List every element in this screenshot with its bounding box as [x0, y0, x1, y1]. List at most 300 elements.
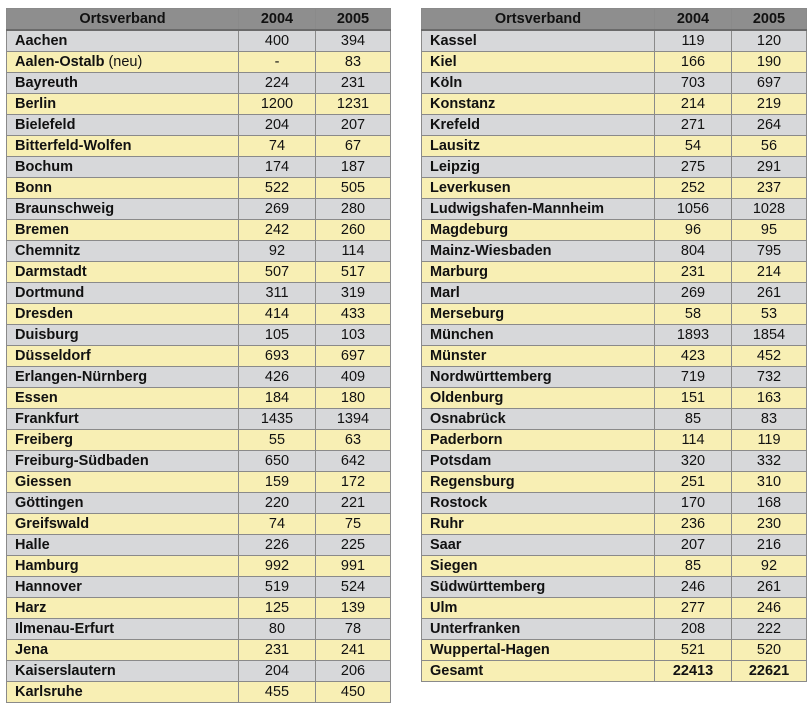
table-row	[422, 283, 807, 304]
value-2005: 1231	[316, 94, 391, 115]
value-2004: 151	[655, 388, 732, 409]
ortsverband-name: Bayreuth	[15, 75, 78, 91]
value-2004: 125	[239, 598, 316, 619]
ortsverband-cell	[422, 178, 655, 199]
header-ortsverband: Ortsverband	[7, 9, 239, 31]
table-row	[7, 682, 391, 703]
value-2004: 507	[239, 262, 316, 283]
table-row	[7, 52, 391, 73]
ortsverband-name: Halle	[15, 537, 50, 553]
ortsverband-cell	[422, 283, 655, 304]
table-row	[7, 241, 391, 262]
table-row	[7, 136, 391, 157]
ortsverband-cell	[7, 220, 239, 241]
value-2005: 319	[316, 283, 391, 304]
ortsverband-name: Marburg	[430, 264, 488, 280]
value-2004: 174	[239, 157, 316, 178]
value-2004: 693	[239, 346, 316, 367]
ortsverband-cell	[7, 178, 239, 199]
value-2004: 1893	[655, 325, 732, 346]
value-2004: 207	[655, 535, 732, 556]
table-row	[422, 73, 807, 94]
value-2005: 172	[316, 472, 391, 493]
value-2005: 237	[732, 178, 807, 199]
value-2005: 190	[732, 52, 807, 73]
table-row	[422, 157, 807, 178]
value-2004: -	[239, 52, 316, 73]
ortsverband-cell	[7, 30, 239, 52]
value-2005: 53	[732, 304, 807, 325]
ortsverband-name: Saar	[430, 537, 462, 553]
ortsverband-name: Leipzig	[430, 159, 480, 175]
value-2004: 85	[655, 409, 732, 430]
value-2004: 159	[239, 472, 316, 493]
ortsverband-cell	[422, 346, 655, 367]
ortsverband-name: Merseburg	[430, 306, 505, 322]
ortsverband-cell	[422, 451, 655, 472]
table-row	[7, 283, 391, 304]
value-2004: 242	[239, 220, 316, 241]
value-2005: 216	[732, 535, 807, 556]
table-row	[7, 619, 391, 640]
ortsverband-cell	[7, 451, 239, 472]
ortsverband-name: Köln	[430, 75, 463, 91]
table-row	[7, 94, 391, 115]
table-row	[7, 493, 391, 514]
ortsverband-name: Bremen	[15, 222, 69, 238]
ortsverband-name: Harz	[15, 600, 47, 616]
table-row	[7, 115, 391, 136]
value-2005: 517	[316, 262, 391, 283]
table-header-row	[422, 9, 807, 31]
value-2005: 1028	[732, 199, 807, 220]
ortsverband-cell	[7, 346, 239, 367]
table-row	[422, 325, 807, 346]
value-2005: 450	[316, 682, 391, 703]
total-2005: 22621	[732, 661, 807, 682]
total-2004: 22413	[655, 661, 732, 682]
value-2004: 246	[655, 577, 732, 598]
value-2004: 54	[655, 136, 732, 157]
header-2005: 2005	[732, 9, 807, 31]
value-2005: 261	[732, 283, 807, 304]
ortsverband-cell	[7, 283, 239, 304]
table-row	[422, 94, 807, 115]
table-row	[7, 388, 391, 409]
ortsverband-name: Frankfurt	[15, 411, 79, 427]
value-2005: 180	[316, 388, 391, 409]
value-2005: 225	[316, 535, 391, 556]
value-2005: 231	[316, 73, 391, 94]
table-row	[422, 367, 807, 388]
value-2004: 119	[655, 30, 732, 52]
ortsverband-name: Karlsruhe	[15, 684, 83, 700]
ortsverband-cell	[422, 598, 655, 619]
ortsverband-name: Bitterfeld-Wolfen	[15, 138, 132, 154]
table-row	[422, 619, 807, 640]
value-2004: 271	[655, 115, 732, 136]
value-2005: 642	[316, 451, 391, 472]
total-label: Gesamt	[422, 661, 655, 682]
ortsverband-cell	[422, 157, 655, 178]
value-2005: 83	[732, 409, 807, 430]
value-2005: 241	[316, 640, 391, 661]
table-row	[7, 430, 391, 451]
value-2004: 96	[655, 220, 732, 241]
value-2004: 804	[655, 241, 732, 262]
value-2004: 252	[655, 178, 732, 199]
table-row	[7, 262, 391, 283]
ortsverband-cell	[7, 682, 239, 703]
ortsverband-name: Unterfranken	[430, 621, 521, 637]
ortsverband-name: Konstanz	[430, 96, 496, 112]
ortsverband-name: Dresden	[15, 306, 74, 322]
ortsverband-name: Münster	[430, 348, 487, 364]
ortsverband-cell	[7, 535, 239, 556]
value-2004: 275	[655, 157, 732, 178]
ortsverband-name: Giessen	[15, 474, 72, 490]
value-2004: 204	[239, 115, 316, 136]
value-2004: 311	[239, 283, 316, 304]
value-2004: 650	[239, 451, 316, 472]
ortsverband-cell	[422, 136, 655, 157]
ortsverband-cell	[422, 535, 655, 556]
table-row	[7, 73, 391, 94]
value-2005: 207	[316, 115, 391, 136]
value-2005: 520	[732, 640, 807, 661]
ortsverband-name: Nordwürttemberg	[430, 369, 552, 385]
ortsverband-cell	[422, 262, 655, 283]
ortsverband-cell	[422, 199, 655, 220]
value-2005: 230	[732, 514, 807, 535]
ortsverband-cell	[422, 640, 655, 661]
value-2005: 280	[316, 199, 391, 220]
table-row	[422, 52, 807, 73]
value-2004: 992	[239, 556, 316, 577]
ortsverband-cell	[422, 220, 655, 241]
ortsverband-cell	[422, 115, 655, 136]
table-row	[7, 661, 391, 682]
ortsverband-cell	[7, 640, 239, 661]
ortsverband-cell	[422, 409, 655, 430]
value-2005: 222	[732, 619, 807, 640]
value-2005: 163	[732, 388, 807, 409]
table-row	[422, 535, 807, 556]
ortsverband-name: Göttingen	[15, 495, 84, 511]
ortsverband-cell	[7, 52, 239, 73]
ortsverband-name: Marl	[430, 285, 460, 301]
table-row	[422, 451, 807, 472]
ortsverband-name: Hamburg	[15, 558, 79, 574]
ortsverband-note: (neu)	[104, 54, 143, 70]
header-ortsverband: Ortsverband	[422, 9, 655, 31]
ortsverband-name: Bochum	[15, 159, 73, 175]
table-row	[7, 556, 391, 577]
ortsverband-cell	[7, 325, 239, 346]
ortsverband-name: Krefeld	[430, 117, 480, 133]
value-2005: 524	[316, 577, 391, 598]
value-2004: 85	[655, 556, 732, 577]
header-2005: 2005	[316, 9, 391, 31]
table-row	[7, 367, 391, 388]
value-2005: 732	[732, 367, 807, 388]
ortsverband-name: Rostock	[430, 495, 488, 511]
ortsverband-name: Ludwigshafen-Mannheim	[430, 201, 604, 217]
value-2005: 221	[316, 493, 391, 514]
value-2005: 246	[732, 598, 807, 619]
ortsverband-name: Kaiserslautern	[15, 663, 116, 679]
table-row	[422, 178, 807, 199]
ortsverband-cell	[7, 598, 239, 619]
table-row	[422, 409, 807, 430]
value-2004: 277	[655, 598, 732, 619]
ortsverband-name: Aalen-Ostalb	[15, 54, 105, 70]
value-2005: 119	[732, 430, 807, 451]
value-2005: 260	[316, 220, 391, 241]
value-2004: 1435	[239, 409, 316, 430]
table-row	[7, 220, 391, 241]
value-2004: 226	[239, 535, 316, 556]
value-2004: 400	[239, 30, 316, 52]
ortsverband-cell	[422, 556, 655, 577]
ortsverband-cell	[422, 367, 655, 388]
table-row	[422, 30, 807, 52]
value-2004: 231	[655, 262, 732, 283]
value-2005: 120	[732, 30, 807, 52]
ortsverband-name: Ruhr	[430, 516, 464, 532]
ortsverband-name: Bonn	[15, 180, 53, 196]
ortsverband-name: Potsdam	[430, 453, 492, 469]
table-row	[7, 577, 391, 598]
value-2004: 236	[655, 514, 732, 535]
ortsverband-cell	[422, 304, 655, 325]
ortsverband-name: Kassel	[430, 33, 477, 49]
ortsverband-name: Braunschweig	[15, 201, 115, 217]
value-2004: 426	[239, 367, 316, 388]
ortsverband-cell	[7, 73, 239, 94]
ortsverband-name: Hannover	[15, 579, 82, 595]
table-row	[7, 325, 391, 346]
header-2004: 2004	[239, 9, 316, 31]
ortsverband-name: München	[430, 327, 494, 343]
value-2005: 63	[316, 430, 391, 451]
value-2005: 261	[732, 577, 807, 598]
value-2005: 187	[316, 157, 391, 178]
ortsverband-cell	[422, 472, 655, 493]
ortsverband-cell	[7, 409, 239, 430]
value-2005: 291	[732, 157, 807, 178]
table-row	[7, 409, 391, 430]
ortsverband-cell	[422, 52, 655, 73]
value-2005: 409	[316, 367, 391, 388]
table-row	[422, 472, 807, 493]
table-row	[7, 199, 391, 220]
value-2004: 166	[655, 52, 732, 73]
members-table-left	[6, 8, 391, 703]
table-row	[422, 598, 807, 619]
ortsverband-name: Jena	[15, 642, 49, 658]
value-2005: 75	[316, 514, 391, 535]
ortsverband-cell	[7, 304, 239, 325]
ortsverband-name: Düsseldorf	[15, 348, 91, 364]
total-row	[422, 661, 807, 682]
ortsverband-cell	[7, 115, 239, 136]
ortsverband-name: Erlangen-Nürnberg	[15, 369, 148, 385]
table-row	[422, 241, 807, 262]
ortsverband-cell	[7, 556, 239, 577]
table-row	[422, 640, 807, 661]
value-2004: 423	[655, 346, 732, 367]
ortsverband-name: Freiburg-Südbaden	[15, 453, 149, 469]
table-header-row	[7, 9, 391, 31]
value-2004: 224	[239, 73, 316, 94]
value-2005: 332	[732, 451, 807, 472]
table-row	[7, 30, 391, 52]
ortsverband-cell	[422, 577, 655, 598]
ortsverband-name: Siegen	[430, 558, 478, 574]
value-2004: 231	[239, 640, 316, 661]
value-2004: 220	[239, 493, 316, 514]
value-2005: 452	[732, 346, 807, 367]
value-2005: 219	[732, 94, 807, 115]
table-row	[7, 304, 391, 325]
value-2004: 521	[655, 640, 732, 661]
ortsverband-name: Magdeburg	[430, 222, 509, 238]
value-2005: 78	[316, 619, 391, 640]
value-2004: 519	[239, 577, 316, 598]
value-2004: 114	[655, 430, 732, 451]
value-2005: 505	[316, 178, 391, 199]
table-row	[7, 157, 391, 178]
ortsverband-name: Regensburg	[430, 474, 515, 490]
value-2004: 170	[655, 493, 732, 514]
value-2005: 56	[732, 136, 807, 157]
ortsverband-cell	[422, 30, 655, 52]
value-2005: 1394	[316, 409, 391, 430]
table-row	[7, 472, 391, 493]
table-row	[7, 346, 391, 367]
ortsverband-cell	[7, 493, 239, 514]
ortsverband-name: Südwürttemberg	[430, 579, 546, 595]
members-table-right	[421, 8, 807, 682]
ortsverband-name: Essen	[15, 390, 58, 406]
ortsverband-cell	[7, 94, 239, 115]
value-2004: 269	[239, 199, 316, 220]
value-2005: 433	[316, 304, 391, 325]
value-2004: 719	[655, 367, 732, 388]
header-2004: 2004	[655, 9, 732, 31]
ortsverband-cell	[422, 94, 655, 115]
ortsverband-cell	[7, 472, 239, 493]
table-row	[422, 220, 807, 241]
ortsverband-name: Leverkusen	[430, 180, 511, 196]
value-2004: 455	[239, 682, 316, 703]
ortsverband-cell	[422, 241, 655, 262]
table-row	[422, 136, 807, 157]
ortsverband-name: Chemnitz	[15, 243, 81, 259]
table-row	[422, 430, 807, 451]
ortsverband-cell	[7, 388, 239, 409]
ortsverband-name: Dortmund	[15, 285, 85, 301]
value-2005: 95	[732, 220, 807, 241]
table-row	[7, 535, 391, 556]
ortsverband-name: Ilmenau-Erfurt	[15, 621, 115, 637]
table-row	[422, 577, 807, 598]
ortsverband-name: Aachen	[15, 33, 68, 49]
ortsverband-cell	[422, 619, 655, 640]
ortsverband-cell	[7, 136, 239, 157]
value-2005: 83	[316, 52, 391, 73]
table-row	[422, 556, 807, 577]
ortsverband-cell	[7, 157, 239, 178]
value-2005: 67	[316, 136, 391, 157]
ortsverband-cell	[7, 262, 239, 283]
value-2004: 522	[239, 178, 316, 199]
value-2004: 251	[655, 472, 732, 493]
value-2005: 214	[732, 262, 807, 283]
ortsverband-cell	[7, 199, 239, 220]
value-2004: 105	[239, 325, 316, 346]
ortsverband-cell	[422, 73, 655, 94]
ortsverband-name: Greifswald	[15, 516, 90, 532]
ortsverband-name: Wuppertal-Hagen	[430, 642, 550, 658]
ortsverband-cell	[7, 430, 239, 451]
value-2004: 214	[655, 94, 732, 115]
value-2004: 55	[239, 430, 316, 451]
ortsverband-name: Bielefeld	[15, 117, 76, 133]
ortsverband-name: Darmstadt	[15, 264, 87, 280]
ortsverband-name: Kiel	[430, 54, 457, 70]
value-2004: 414	[239, 304, 316, 325]
ortsverband-name: Mainz-Wiesbaden	[430, 243, 552, 259]
ortsverband-name: Oldenburg	[430, 390, 504, 406]
ortsverband-cell	[422, 325, 655, 346]
value-2004: 269	[655, 283, 732, 304]
ortsverband-cell	[7, 514, 239, 535]
ortsverband-cell	[7, 577, 239, 598]
table-row	[7, 640, 391, 661]
value-2005: 103	[316, 325, 391, 346]
ortsverband-cell	[7, 619, 239, 640]
value-2004: 320	[655, 451, 732, 472]
ortsverband-cell	[7, 367, 239, 388]
value-2004: 204	[239, 661, 316, 682]
table-row	[422, 493, 807, 514]
ortsverband-name: Berlin	[15, 96, 57, 112]
value-2005: 991	[316, 556, 391, 577]
value-2004: 703	[655, 73, 732, 94]
ortsverband-name: Lausitz	[430, 138, 480, 154]
value-2004: 58	[655, 304, 732, 325]
value-2005: 394	[316, 30, 391, 52]
value-2005: 206	[316, 661, 391, 682]
ortsverband-cell	[7, 241, 239, 262]
value-2004: 80	[239, 619, 316, 640]
ortsverband-name: Duisburg	[15, 327, 79, 343]
value-2005: 697	[732, 73, 807, 94]
value-2004: 74	[239, 514, 316, 535]
value-2005: 1854	[732, 325, 807, 346]
ortsverband-name: Osnabrück	[430, 411, 506, 427]
ortsverband-cell	[422, 430, 655, 451]
value-2005: 139	[316, 598, 391, 619]
table-row	[422, 388, 807, 409]
table-row	[422, 304, 807, 325]
value-2005: 795	[732, 241, 807, 262]
value-2004: 92	[239, 241, 316, 262]
table-row	[422, 115, 807, 136]
table-row	[422, 199, 807, 220]
